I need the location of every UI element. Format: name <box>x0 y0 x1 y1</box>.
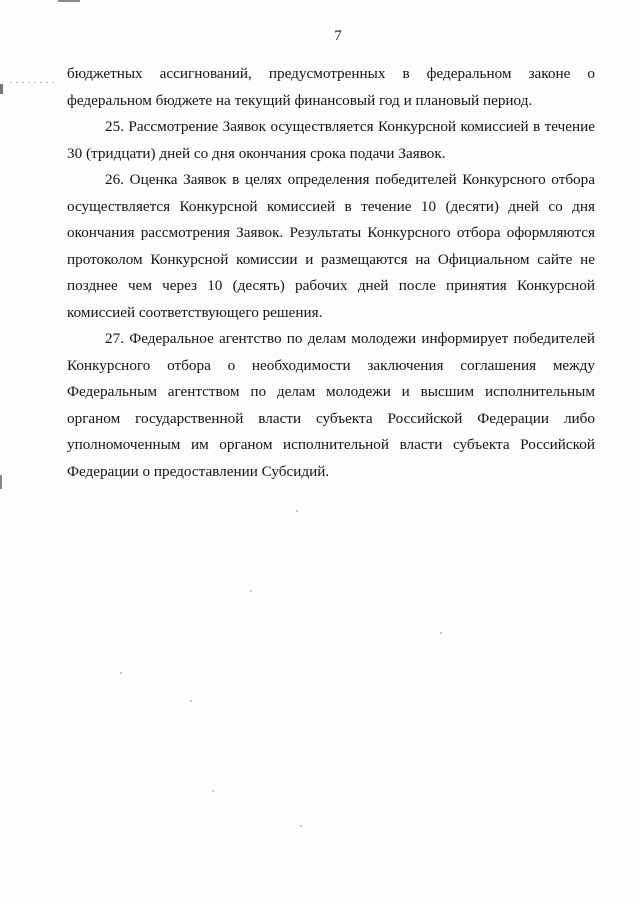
paragraph-item-25: 25. Рассмотрение Заявок осуществляется Конкурсной комиссией в течение 30 (тридцати) дней со дня окончания срока подачи Заявок. <box>67 118 595 162</box>
page-number: 7 <box>334 28 342 44</box>
scan-artifact-left-edge-lower <box>0 475 2 489</box>
scan-artifact-left-edge <box>0 84 3 94</box>
scan-speck <box>296 510 298 512</box>
scan-speck <box>250 590 252 592</box>
scan-speck <box>120 672 122 674</box>
scan-artifact-dots <box>10 82 58 83</box>
scan-speck <box>190 700 192 702</box>
scan-artifact-top <box>58 0 80 2</box>
scan-speck <box>440 632 442 634</box>
paragraph-item-26: 26. Оценка Заявок в целях определения победителей Конкурсного отбора осуществляется Конкурсной комиссией в течение 10 (десяти) дней со дня окончания рассмотрения Заявок. Результаты Конкурсного отбора оформляются протоколом Конкурсной комиссии и размещаются на Официальном сайте не позднее чем через 10 (десять) рабочих дней после принятия Конкурсной комиссией соответствующего решения. <box>67 171 595 321</box>
paragraph-item-27: 27. Федеральное агентство по делам молодежи информирует победителей Конкурсного отбора о необходимости заключения соглашения между Федеральным агентством по делам молодежи и высшим исполнительным органом государственной власти субъекта Российской Федерации либо уполномоченным им органом исполнительной власти субъекта Российской Федерации о предоставлении Субсидий. <box>67 330 595 480</box>
paragraph-continuation: бюджетных ассигнований, предусмотренных в федеральном законе о федеральном бюджете на текущий финансовый год и плановый период. <box>67 65 595 109</box>
scan-speck <box>300 825 302 827</box>
document-body <box>67 61 595 485</box>
scan-speck <box>212 790 214 792</box>
